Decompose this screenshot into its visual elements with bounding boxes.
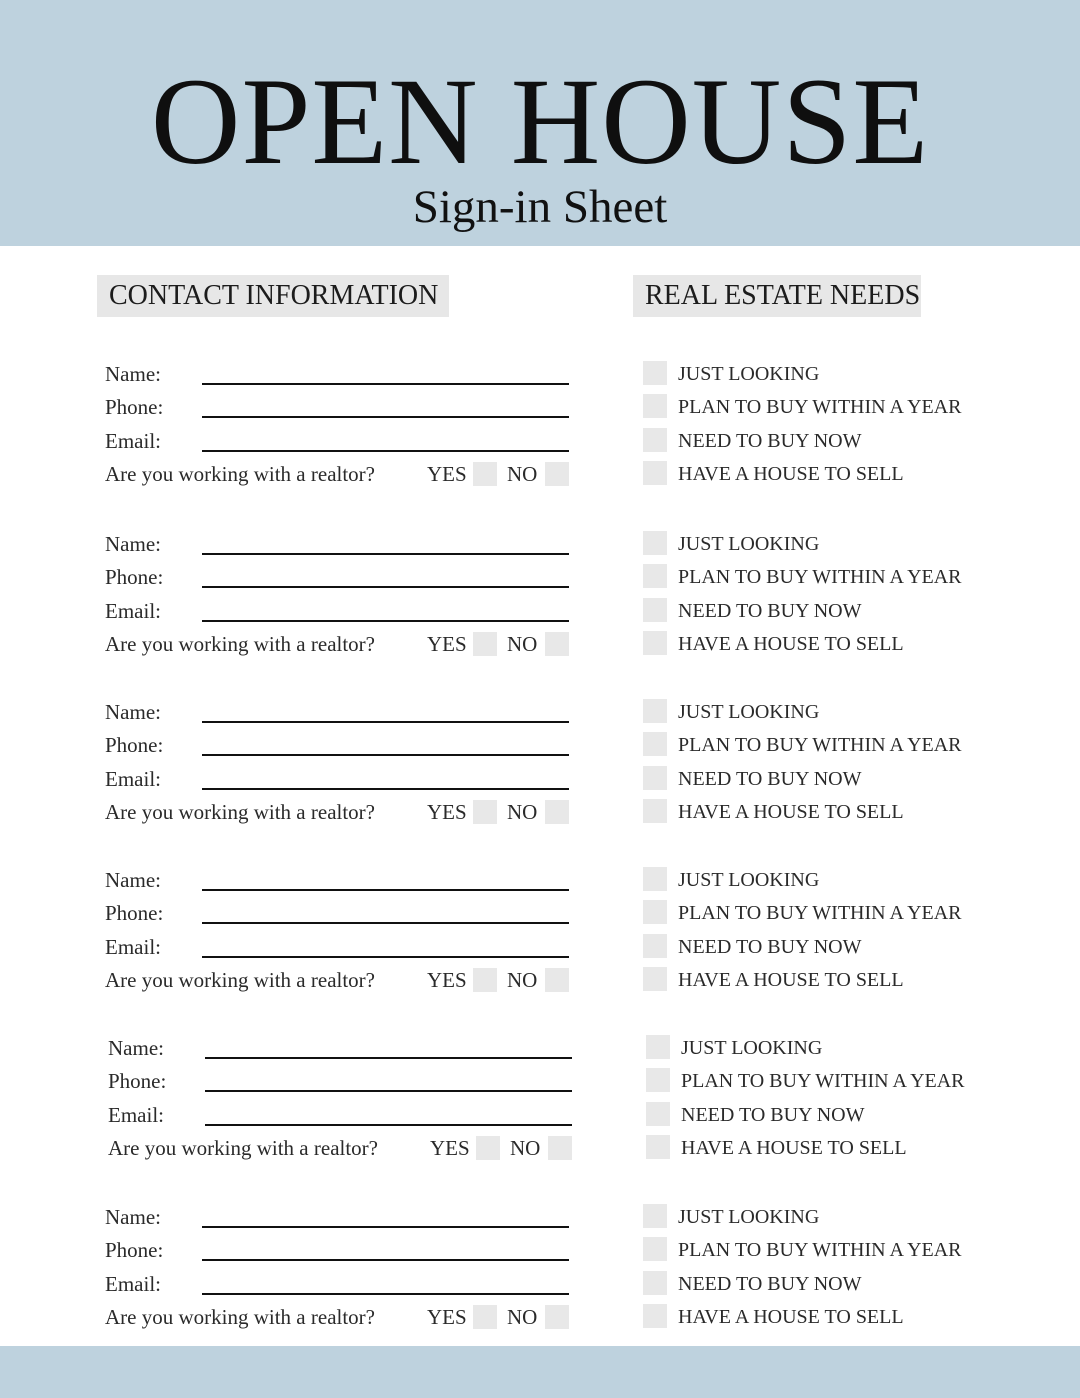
phone-field <box>105 1237 575 1263</box>
need-option-label: HAVE A HOUSE TO SELL <box>678 463 904 485</box>
need-checkbox[interactable] <box>643 766 667 790</box>
needs-checklist <box>646 1035 1026 1165</box>
email-label: Email: <box>105 935 161 959</box>
name-label: Name: <box>105 868 161 892</box>
email-field <box>105 598 575 624</box>
need-option-label: HAVE A HOUSE TO SELL <box>678 1306 904 1328</box>
yes-checkbox[interactable] <box>473 462 497 486</box>
name-field <box>108 1035 578 1061</box>
need-checkbox[interactable] <box>643 699 667 723</box>
yes-label: YES <box>427 968 467 992</box>
phone-field <box>105 394 575 420</box>
no-label: NO <box>507 968 538 992</box>
need-checkbox[interactable] <box>643 934 667 958</box>
need-checkbox[interactable] <box>643 900 667 924</box>
need-checkbox[interactable] <box>643 1204 667 1228</box>
phone-input-line[interactable] <box>202 922 569 924</box>
phone-input-line[interactable] <box>202 754 569 756</box>
email-label: Email: <box>105 429 161 453</box>
need-option[interactable] <box>646 1135 1026 1161</box>
signin-entry <box>3 1035 1080 1171</box>
phone-input-line[interactable] <box>202 586 569 588</box>
realtor-question-label: Are you working with a realtor? <box>105 800 375 824</box>
name-input-line[interactable] <box>202 721 569 723</box>
yes-checkbox[interactable] <box>473 968 497 992</box>
needs-checklist <box>643 531 1023 661</box>
need-option-label: PLAN TO BUY WITHIN A YEAR <box>678 396 962 418</box>
needs-checklist <box>643 699 1023 829</box>
need-option[interactable] <box>643 967 1023 993</box>
need-checkbox[interactable] <box>643 631 667 655</box>
need-option[interactable] <box>643 361 1023 387</box>
needs-checklist <box>643 867 1023 997</box>
yes-label: YES <box>427 632 467 656</box>
name-input-line[interactable] <box>202 553 569 555</box>
no-checkbox[interactable] <box>545 462 569 486</box>
need-checkbox[interactable] <box>643 732 667 756</box>
phone-input-line[interactable] <box>202 1259 569 1261</box>
email-input-line[interactable] <box>205 1124 572 1126</box>
name-field <box>105 361 575 387</box>
name-label: Name: <box>105 532 161 556</box>
phone-label: Phone: <box>108 1069 167 1093</box>
need-option-label: PLAN TO BUY WITHIN A YEAR <box>678 902 962 924</box>
need-checkbox[interactable] <box>646 1102 670 1126</box>
realtor-question-row <box>105 1304 575 1330</box>
realtor-question-row <box>105 799 575 825</box>
need-option-label: NEED TO BUY NOW <box>678 430 862 452</box>
need-checkbox[interactable] <box>643 428 667 452</box>
phone-label: Phone: <box>105 1238 164 1262</box>
email-label: Email: <box>105 1272 161 1296</box>
need-option[interactable] <box>643 1204 1023 1230</box>
phone-label: Phone: <box>105 901 164 925</box>
need-option[interactable] <box>643 799 1023 825</box>
email-input-line[interactable] <box>202 956 569 958</box>
need-option[interactable] <box>643 1304 1023 1330</box>
yes-label: YES <box>427 1305 467 1329</box>
email-input-line[interactable] <box>202 788 569 790</box>
real-estate-needs-heading: REAL ESTATE NEEDS <box>633 275 921 317</box>
need-option-label: NEED TO BUY NOW <box>681 1104 865 1126</box>
name-field <box>105 1204 575 1230</box>
no-label: NO <box>507 462 538 486</box>
email-label: Email: <box>105 599 161 623</box>
need-option-label: PLAN TO BUY WITHIN A YEAR <box>678 1239 962 1261</box>
need-option-label: PLAN TO BUY WITHIN A YEAR <box>678 734 962 756</box>
no-label: NO <box>507 800 538 824</box>
need-checkbox[interactable] <box>646 1068 670 1092</box>
need-checkbox[interactable] <box>643 461 667 485</box>
email-field <box>108 1102 578 1128</box>
name-input-line[interactable] <box>202 1226 569 1228</box>
signin-entry <box>0 361 1080 497</box>
name-field <box>105 531 575 557</box>
need-option[interactable] <box>646 1068 1026 1094</box>
need-checkbox[interactable] <box>643 867 667 891</box>
need-option[interactable] <box>643 1271 1023 1297</box>
page-title: OPEN HOUSE <box>150 53 930 190</box>
email-input-line[interactable] <box>202 450 569 452</box>
signin-entry <box>0 699 1080 835</box>
realtor-question-label: Are you working with a realtor? <box>105 968 375 992</box>
phone-input-line[interactable] <box>205 1090 572 1092</box>
yes-checkbox[interactable] <box>473 1305 497 1329</box>
need-option-label: HAVE A HOUSE TO SELL <box>678 801 904 823</box>
need-checkbox[interactable] <box>643 1304 667 1328</box>
need-checkbox[interactable] <box>643 1237 667 1261</box>
need-checkbox[interactable] <box>643 394 667 418</box>
name-input-line[interactable] <box>202 383 569 385</box>
no-label: NO <box>507 1305 538 1329</box>
no-checkbox[interactable] <box>545 800 569 824</box>
name-input-line[interactable] <box>205 1057 572 1059</box>
need-checkbox[interactable] <box>643 967 667 991</box>
email-field <box>105 766 575 792</box>
email-field <box>105 1271 575 1297</box>
yes-label: YES <box>430 1136 470 1160</box>
need-option-label: JUST LOOKING <box>678 533 820 555</box>
need-option[interactable] <box>643 732 1023 758</box>
phone-field <box>108 1068 578 1094</box>
need-checkbox[interactable] <box>643 1271 667 1295</box>
signin-entry <box>0 1204 1080 1340</box>
realtor-question-row <box>105 461 575 487</box>
no-checkbox[interactable] <box>548 1136 572 1160</box>
yes-checkbox[interactable] <box>473 632 497 656</box>
needs-checklist <box>643 1204 1023 1334</box>
header-band <box>0 0 1080 246</box>
need-option[interactable] <box>643 394 1023 420</box>
realtor-question-label: Are you working with a realtor? <box>105 1305 375 1329</box>
need-option-label: JUST LOOKING <box>678 701 820 723</box>
email-input-line[interactable] <box>202 620 569 622</box>
need-checkbox[interactable] <box>643 598 667 622</box>
email-field <box>105 934 575 960</box>
need-checkbox[interactable] <box>643 799 667 823</box>
need-option[interactable] <box>643 531 1023 557</box>
phone-label: Phone: <box>105 395 164 419</box>
signin-entry <box>0 531 1080 667</box>
contact-information-heading: CONTACT INFORMATION <box>97 275 449 317</box>
yes-label: YES <box>427 800 467 824</box>
need-option[interactable] <box>646 1102 1026 1128</box>
no-checkbox[interactable] <box>545 1305 569 1329</box>
name-label: Name: <box>105 362 161 386</box>
need-checkbox[interactable] <box>643 361 667 385</box>
phone-label: Phone: <box>105 565 164 589</box>
need-option-label: NEED TO BUY NOW <box>678 600 862 622</box>
need-option[interactable] <box>643 461 1023 487</box>
name-field <box>105 867 575 893</box>
email-label: Email: <box>108 1103 164 1127</box>
realtor-question-label: Are you working with a realtor? <box>105 462 375 486</box>
name-label: Name: <box>108 1036 164 1060</box>
no-label: NO <box>507 632 538 656</box>
need-option[interactable] <box>643 900 1023 926</box>
name-label: Name: <box>105 700 161 724</box>
need-option-label: PLAN TO BUY WITHIN A YEAR <box>681 1070 965 1092</box>
need-option[interactable] <box>643 1237 1023 1263</box>
realtor-question-label: Are you working with a realtor? <box>105 632 375 656</box>
email-input-line[interactable] <box>202 1293 569 1295</box>
page-subtitle: Sign-in Sheet <box>412 181 668 233</box>
need-option[interactable] <box>646 1035 1026 1061</box>
need-option[interactable] <box>643 766 1023 792</box>
footer-band <box>0 1346 1080 1398</box>
yes-checkbox[interactable] <box>476 1136 500 1160</box>
realtor-question-label: Are you working with a realtor? <box>108 1136 378 1160</box>
yes-checkbox[interactable] <box>473 800 497 824</box>
realtor-question-row <box>108 1135 578 1161</box>
realtor-question-row <box>105 967 575 993</box>
need-option-label: HAVE A HOUSE TO SELL <box>678 633 904 655</box>
email-field <box>105 428 575 454</box>
need-option-label: HAVE A HOUSE TO SELL <box>678 969 904 991</box>
phone-input-line[interactable] <box>202 416 569 418</box>
need-checkbox[interactable] <box>643 531 667 555</box>
name-input-line[interactable] <box>202 889 569 891</box>
need-option-label: JUST LOOKING <box>678 363 820 385</box>
email-label: Email: <box>105 767 161 791</box>
needs-checklist <box>643 361 1023 491</box>
need-option[interactable] <box>643 428 1023 454</box>
need-option-label: PLAN TO BUY WITHIN A YEAR <box>678 566 962 588</box>
need-option[interactable] <box>643 564 1023 590</box>
need-checkbox[interactable] <box>643 564 667 588</box>
need-option-label: JUST LOOKING <box>678 869 820 891</box>
phone-field <box>105 732 575 758</box>
phone-field <box>105 564 575 590</box>
need-option[interactable] <box>643 598 1023 624</box>
name-field <box>105 699 575 725</box>
need-checkbox[interactable] <box>646 1135 670 1159</box>
signin-entry <box>0 867 1080 1003</box>
need-option-label: HAVE A HOUSE TO SELL <box>681 1137 907 1159</box>
realtor-question-row <box>105 631 575 657</box>
need-option[interactable] <box>643 934 1023 960</box>
phone-field <box>105 900 575 926</box>
need-option-label: NEED TO BUY NOW <box>678 936 862 958</box>
need-option-label: NEED TO BUY NOW <box>678 768 862 790</box>
need-option-label: JUST LOOKING <box>681 1037 823 1059</box>
need-option[interactable] <box>643 867 1023 893</box>
need-option[interactable] <box>643 631 1023 657</box>
need-checkbox[interactable] <box>646 1035 670 1059</box>
no-label: NO <box>510 1136 541 1160</box>
phone-label: Phone: <box>105 733 164 757</box>
need-option-label: JUST LOOKING <box>678 1206 820 1228</box>
yes-label: YES <box>427 462 467 486</box>
need-option[interactable] <box>643 699 1023 725</box>
need-option-label: NEED TO BUY NOW <box>678 1273 862 1295</box>
name-label: Name: <box>105 1205 161 1229</box>
no-checkbox[interactable] <box>545 632 569 656</box>
no-checkbox[interactable] <box>545 968 569 992</box>
